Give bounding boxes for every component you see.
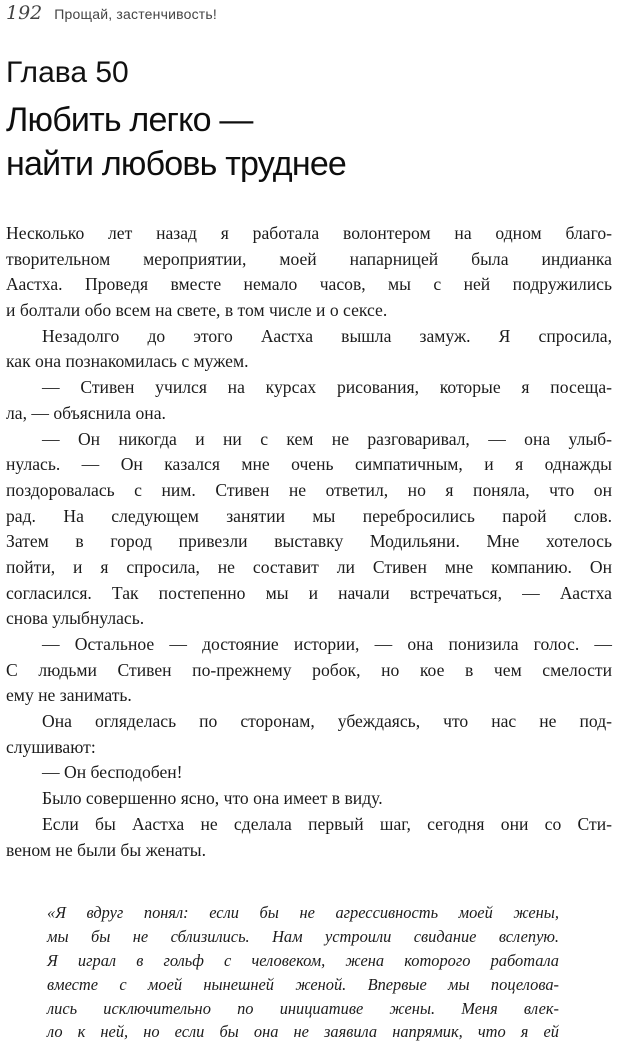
- page-number: 192: [6, 2, 43, 24]
- quote-line: вместе с моей нынешней женой. Впервые мы поцелова-: [47, 974, 559, 994]
- body-line: веном не были бы женаты.: [6, 839, 206, 860]
- body-line: как она познакомилась с мужем.: [6, 351, 249, 372]
- quote-line: ло к ней, но если бы она не заявила напрямик, что я ей: [47, 1022, 559, 1042]
- body-line: Было совершенно ясно, что она имеет в виду.: [42, 788, 383, 809]
- body-line: ему не занимать.: [6, 685, 132, 706]
- running-header: [6, 2, 217, 26]
- body-line: Незадолго до этого Аастха вышла замуж. Я спросила,: [42, 325, 612, 346]
- chapter-title-line: Любить легко —: [6, 101, 253, 139]
- body-line: Она огляделась по сторонам, убеждаясь, что нас не под-: [42, 711, 612, 732]
- body-line: рад. На следующем занятии мы перебросились парой слов.: [6, 505, 612, 526]
- quote-line: лись исключительно по инициативе жены. Меня влек-: [47, 998, 559, 1018]
- body-line: — Он бесподобен!: [42, 762, 183, 783]
- body-line: Затем в город привезли выставку Модильяни. Мне хотелось: [6, 531, 612, 552]
- quote-line: Я играл в гольф с человеком, жена которого работала: [47, 950, 559, 970]
- body-line: слушивают:: [6, 736, 96, 757]
- body-line: Если бы Аастха не сделала первый шаг, сегодня они со Сти-: [42, 813, 612, 834]
- quote-block: [47, 901, 559, 1044]
- body-line: — Остальное — достояние истории, — она понизила голос. —: [42, 634, 612, 654]
- body-line: — Он никогда и ни с кем не разговаривал, — она улыб-: [42, 428, 612, 449]
- body-line: С людьми Стивен по-прежнему робок, но кое в чем смелости: [6, 659, 612, 680]
- body-line: поздоровалась с ним. Стивен не ответил, но я поняла, что он: [6, 479, 612, 500]
- body-text: [6, 221, 612, 863]
- chapter-title-line: найти любовь труднее: [6, 145, 347, 183]
- body-line: Аастха. Проведя вместе немало часов, мы с ней подружились: [6, 274, 612, 295]
- body-line: — Стивен учился на курсах рисования, которые я посеща-: [42, 377, 612, 398]
- body-line: пойти, и я спросила, не составит ли Стивен мне компанию. Он: [6, 556, 612, 577]
- chapter-label: Глава 50: [6, 56, 129, 89]
- quote-line: «Я вдруг понял: если бы не агрессивность моей жены,: [47, 903, 559, 922]
- body-line: ла, — объяснила она.: [6, 402, 166, 423]
- running-title: Прощай, застенчивость!: [54, 6, 217, 22]
- body-line: снова улыбнулась.: [6, 608, 145, 629]
- body-line: нулась. — Он казался мне очень симпатичным, и я однажды: [6, 454, 612, 475]
- chapter-title: [6, 98, 346, 186]
- body-line: и болтали обо всем на свете, в том числе и о сексе.: [6, 300, 388, 321]
- quote-line: мы бы не сблизились. Нам устроили свидание вслепую.: [47, 926, 559, 946]
- body-line: творительном мероприятии, моей напарницей была индианка: [6, 248, 612, 269]
- body-line: Несколько лет назад я работала волонтером на одном благо-: [6, 223, 612, 243]
- body-line: согласился. Так постепенно мы и начали встречаться, — Аастха: [6, 582, 612, 603]
